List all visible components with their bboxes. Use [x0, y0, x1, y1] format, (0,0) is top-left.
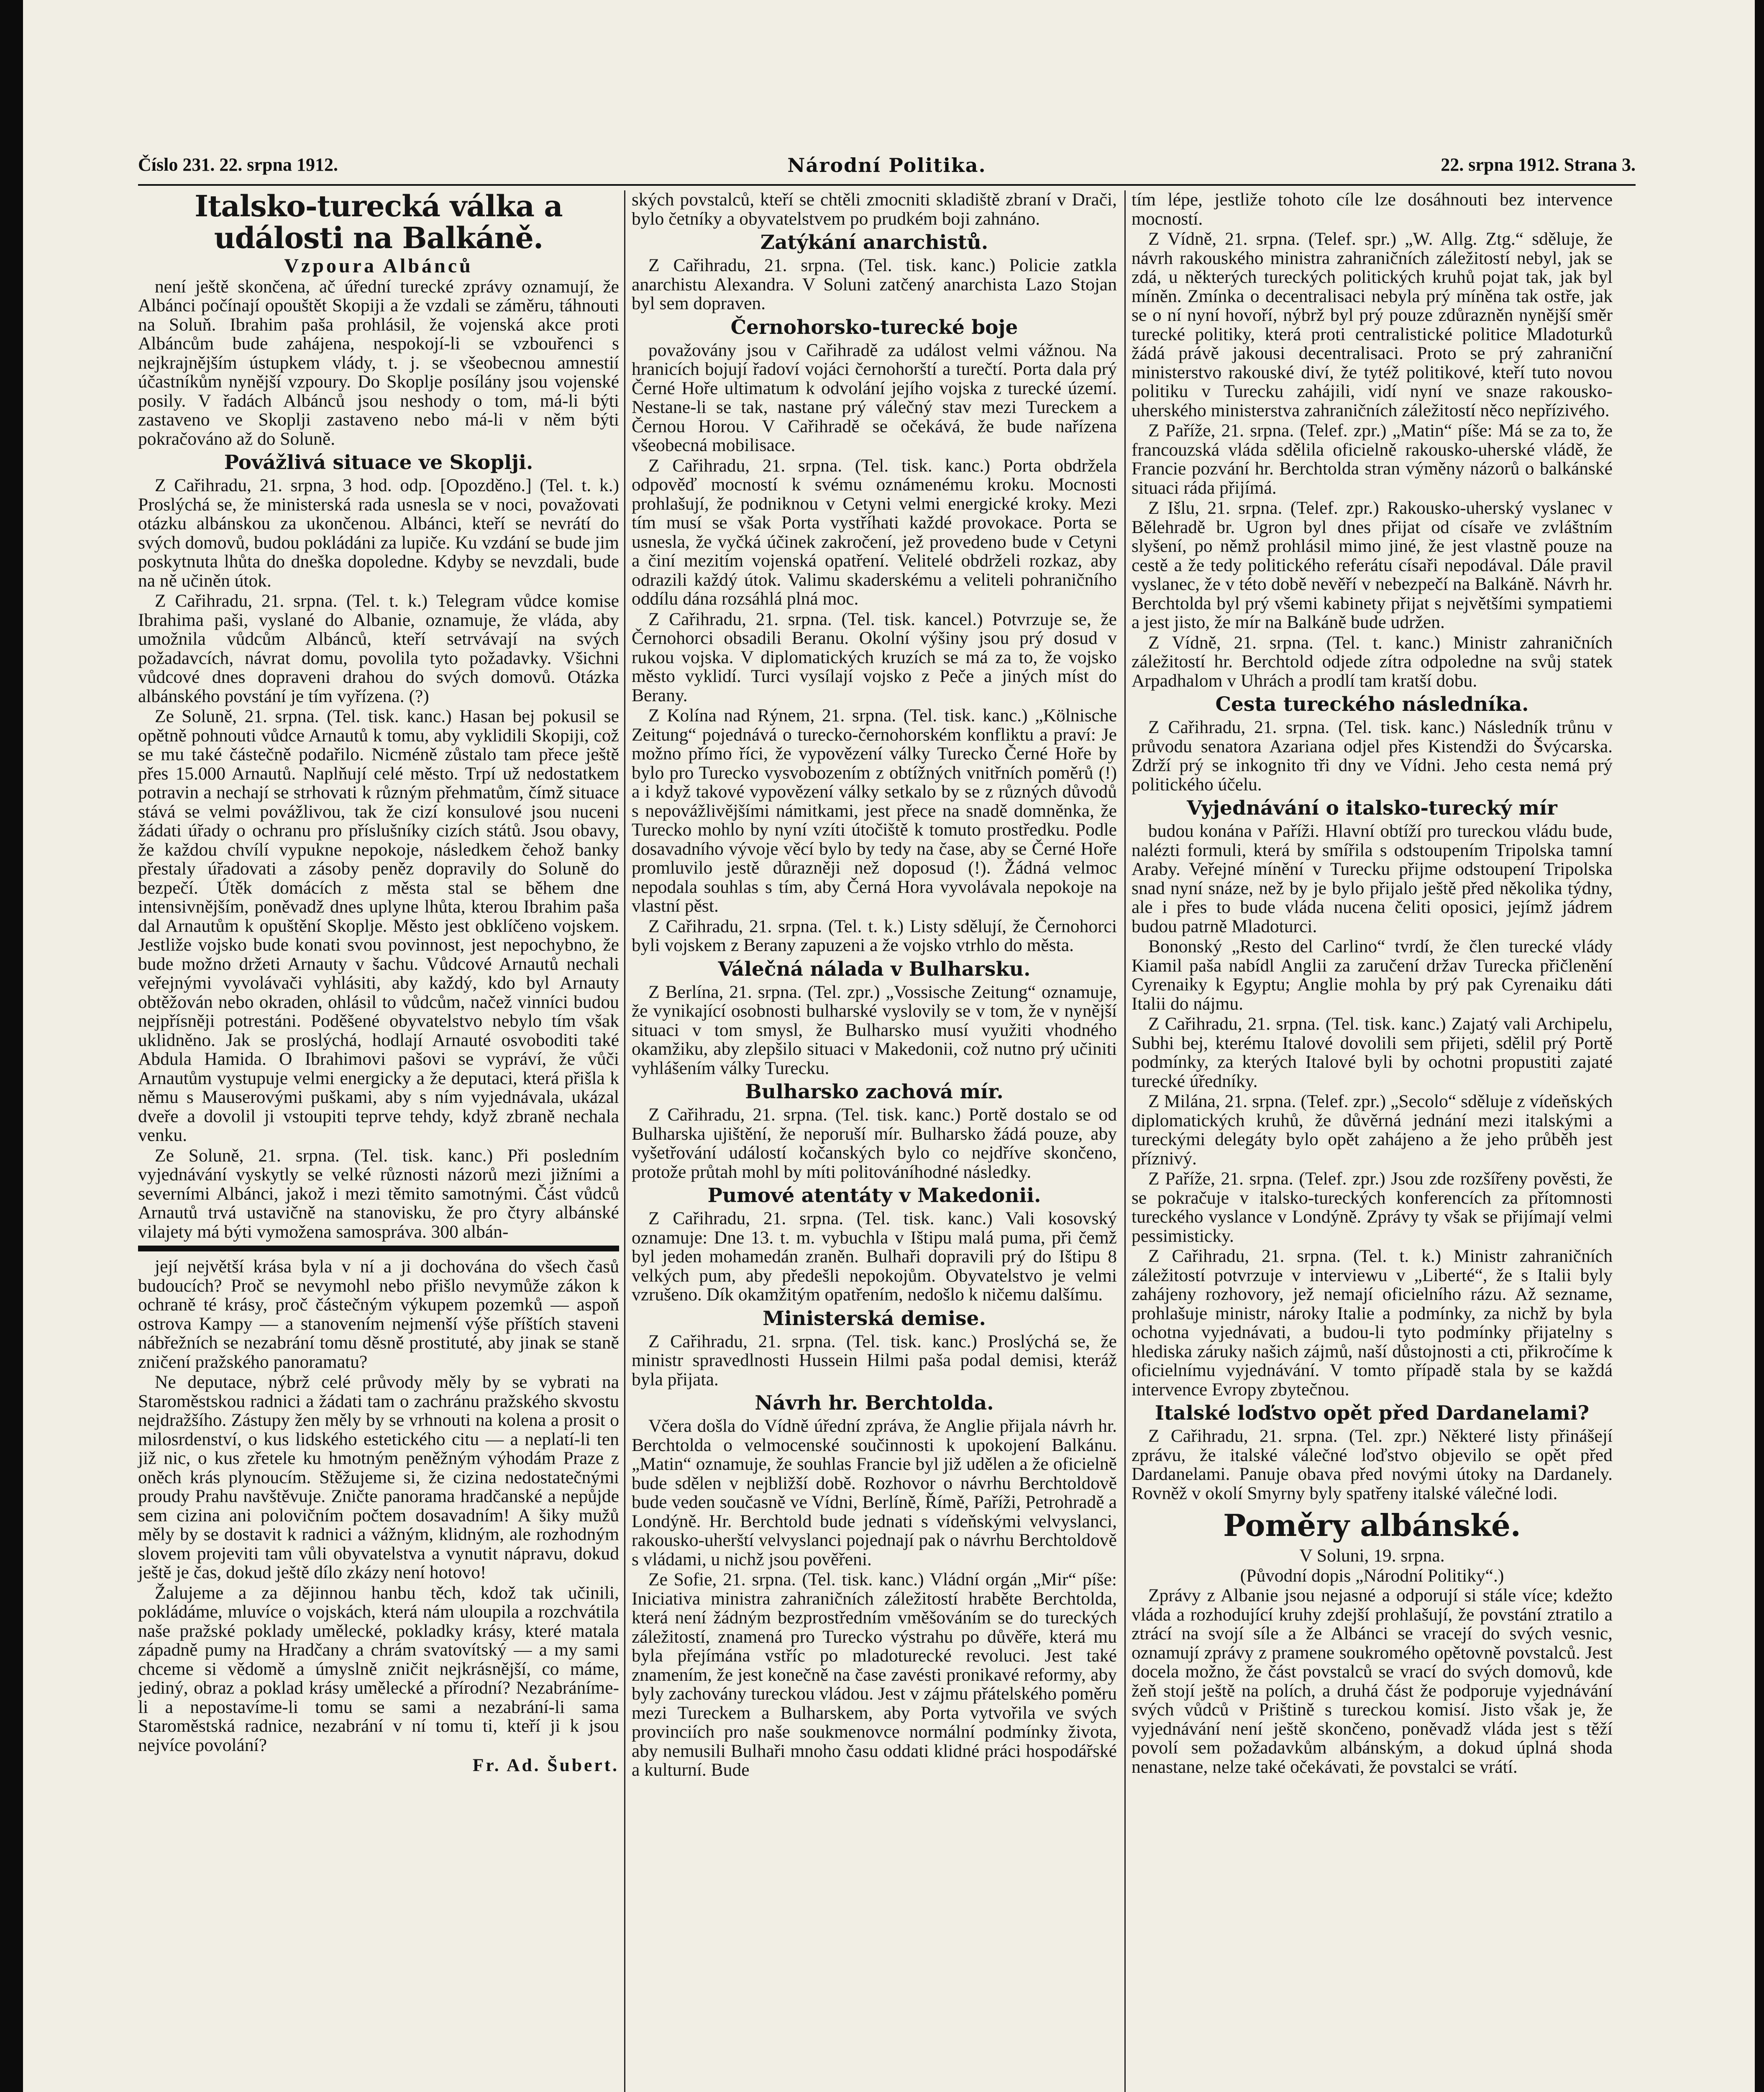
paragraph: Zprávy z Albanie jsou nejasné a odporují si stále více; kdežto vláda a rozhodující kruhy zdejší prohlašují, že povstání ztratilo a ztrácí na svojí síle a že Albánci se vracejí do svých vesnic, oznamují zprávy z pramene soukromého opětovně povstalců. Jest docela možno, že část povstalců se vrací do svých domovů, kde žeň stojí ještě na polích, a druhá část že podporuje vyjednávání svých vůdců v Prištině s tureckou komisí. Jisto však je, že vyjednávání není ještě skončeno, poněvadž vláda jest s těží povolí sem požadavkům albánským, a dokud úplná shoda nenastane, nelze také očekávati, že povstalci se vrátí. — [1132, 1585, 1613, 1777]
paragraph: Z Berlína, 21. srpna. (Tel. zpr.) „Vossische Zeitung“ oznamuje, že vynikající osobnosti bulharské vyslovily se v tom, že v nynější situaci v tom smysl, že Bulharsko musí využiti vhodného okamžiku, aby zlepšilo situaci v Makedonii, což nutno prý učiniti vyhlášením války Turecku. — [632, 982, 1117, 1078]
section-heading: Ministerská demise. — [763, 1307, 986, 1330]
left-scan-border — [0, 0, 23, 2092]
section-heading: Vzpoura Albánců — [284, 255, 473, 277]
section-heading: Povážlivá situace ve Skoplji. — [224, 451, 533, 474]
column-2 — [632, 190, 1117, 1781]
paragraph: Z Cařihradu, 21. srpna. (Tel. tisk. kanc.) Zajatý vali Archipelu, Subhi bej, kterému Italové dovolili sem přijeti, sdělil prý Portě podmínky, za kterých Italové byli by ochotni propustiti zajaté turecké úředníky. — [1132, 1014, 1613, 1091]
source-note: (Původní dopis „Národní Politiky“.) — [1240, 1565, 1504, 1586]
paragraph: Z Cařihradu, 21. srpna. (Tel. t. k.) Listy sdělují, že Černohorci byli vojskem z Berany zapuzeni a že vojsko vtrhlo do města. — [632, 916, 1117, 955]
paragraph: Z Vídně, 21. srpna. (Telef. spr.) „W. Allg. Ztg.“ sděluje, že návrh rakouského ministra zahraničních záležitostí nebyl, jak se zdá, u některých tureckých politických kruhů pojat tak, jak byl míněn. Zmínka o decentralisaci nebyla prý míněna tak ostře, jak se o ní nyní hovoří, nýbrž byl prý pouze zdůrazněn nynější směr turecké politiky, která proti centralistické politice Mladoturků žádá právě jakousi decentralisaci. Proto se prý zahraniční ministerstvo rakouské diví, že tytéž politikové, kteří tuto novou politiku v Turecku zahájili, vidí nyní ve snaze rakousko-uherského ministerstva zahraničních záležitostí něco nepřízivého. — [1132, 229, 1613, 420]
page-header — [138, 154, 1636, 183]
paragraph: Ze Soluně, 21. srpna. (Tel. tisk. kanc.) Při posledním vyjednávání vyskytly se velké různosti názorů mezi jižními a severními Albánci, jakož i mezi těmito samotnými. Část vůdců Arnautů trvá ustavičně na stanovisku, že pro čtyry albánské vilajety má býti vymožena samospráva. 300 albán- — [138, 1145, 619, 1242]
section-heading: Poměry albánské. — [1223, 1507, 1521, 1543]
article-title: Italsko-turecká válka a události na Balkáně. — [195, 189, 563, 255]
paragraph: Z Cařihradu, 21. srpna. (Tel. tisk. kanc.) Portě dostalo se od Bulharska ujištění, že neporuší mír. Bulharsko žádá pouze, aby vyšetřování událostí kočanských bylo co nejdříve skončeno, protože průtah mohl by míti politováníhodné následky. — [632, 1105, 1117, 1182]
paragraph: Ze Sofie, 21. srpna. (Tel. tisk. kanc.) Vládní orgán „Mir“ píše: Iniciativa ministra zahraničních záležitostí hraběte Berchtolda, která není žádným bezprostředním vměšováním se do tureckých záležitostí, znamená pro Turecko výstrahu po důvěře, která mu byla přejímána vstříc po mladoturecké revoluci. Jest také znamením, že jest konečně na čase zavésti pronikavé reformy, aby byly zachovány tureckou vládou. Jest v zájmu přátelského poměru mezi Tureckem a Bulharskem, aby Porta vytvořila ve svých provinciích pro naše soukmenovce normální podmínky života, aby nemusili Bulhaři mnoho času oddati klidné práci hospodářské a kulturní. Bude — [632, 1569, 1117, 1780]
section-heading: Pumové atentáty v Makedonii. — [707, 1184, 1041, 1207]
header-rule — [138, 184, 1636, 186]
paragraph: Z Kolína nad Rýnem, 21. srpna. (Tel. tisk. kanc.) „Kölnische Zeitung“ pojednává o turecko-černohorském konfliktu a praví: Je možno přímo říci, že vypovězení války Turecko Černé Hoře by bylo pro Turecko vysvobozením z obtížných vnitřních poměrů (!) a i když takové vypovězení války setkalo by se z různých důvodů s nepovážlivějšími námitkami, jest přece na snadě domněnka, že Turecko mohlo by nyní vzíti útočiště k tomuto prostředku. Podle dosavadního vývoje věcí bylo by tedy na čase, aby se Černé Hoře promluvilo jestě důrazněji než doposud (!). Žádná velmoc nepodala souhlas s tím, aby Černá Hora vyvolávala nepokoje na vlastní pěst. — [632, 705, 1117, 916]
masthead-title: Národní Politika. — [787, 154, 986, 177]
paragraph: Z Cařihradu, 21. srpna. (Tel. tisk. kancel.) Potvrzuje se, že Černohorci obsadili Beranu. Okolní výšiny jsou prý dosud v rukou vojska. V diplomatických kruzích se má za to, že vojsko město vyklidí. Turci vysílají vojsko z Peče a jiných míst do Berany. — [632, 609, 1117, 705]
paragraph: Z Cařihradu, 21. srpna. (Tel. zpr.) Některé listy přinášejí zprávu, že italské válečné loďstvo objevilo se opět před Dardanelami. Panuje obava před novými útoky na Dardanely. Rovněž v okolí Smyrny byly spatřeny italské válečné lodi. — [1132, 1426, 1613, 1503]
paragraph: Z Cařihradu, 21. srpna. (Tel. tisk. kanc.) Vali kosovský oznamuje: Dne 13. t. m. vybuchla v Ištipu malá puma, při čemž byl jeden mohamedán zraněn. Bulhaři dopravili prý do Ištipu 8 velkých pum, aby předešli nepokojům. Obyvatelstvo je velmi vzrušeno. Dík okamžitým opatřením, nedošlo k ničemu dalšímu. — [632, 1208, 1117, 1305]
author-signature: Fr. Ad. Šubert. — [472, 1755, 619, 1775]
section-heading: Italské loďstvo opět před Dardanelami? — [1155, 1402, 1590, 1425]
paragraph: Z Cařihradu, 21. srpna. (Tel. tisk. kanc.) Proslýchá se, že ministr spravedlnosti Hussein Hilmi paša podal demisi, kteráž byla přijata. — [632, 1331, 1117, 1390]
column-divider-2 — [1124, 190, 1126, 2092]
paragraph: tím lépe, jestliže tohoto cíle lze dosáhnouti bez intervence mocností. — [1132, 190, 1613, 229]
section-heading: Bulharsko zachová mír. — [745, 1080, 1004, 1103]
section-heading: Vyjednávání o italsko-turecký mír — [1187, 797, 1557, 820]
paragraph: ských povstalců, kteří se chtěli zmocniti skladiště zbraní v Drači, bylo četníky a obyvatelstvem po prudkém boji zahnáno. — [632, 190, 1117, 229]
paragraph: Z Milána, 21. srpna. (Telef. zpr.) „Secolo“ sděluje z vídeňských diplomatických kruhů, že důvěrná jednání mezi italskými a tureckými delegáty bylo opět zahájeno a že jeho průběh jest příznivý. — [1132, 1091, 1613, 1169]
dateline: V Soluni, 19. srpna. — [1299, 1546, 1445, 1566]
page-number: 22. srpna 1912. Strana 3. — [1441, 154, 1636, 175]
paragraph: Ze Soluně, 21. srpna. (Tel. tisk. kanc.) Hasan bej pokusil se opětně pohnouti vůdce Arnautů k tomu, aby vyklidili Skopiji, což se mu také částečně podařilo. Nicméně zůstalo tam přece ještě přes 15.000 Arnautů. Naplňují celé město. Trpí už nedostatkem potravin a nechají se strhovati k různým přehmatům, čímž situace stává se velmi povážlivou, tak že cizí konsulové jsou nuceni žádati úřady o ochranu pro příslušníky cizích států. Jsou obavy, že každou chvílí vypukne nepokoje, následkem čehož banky přestaly úřadovati a zásoby peněz dopravily do Soluně do bezpečí. Útěk domácích z města stal se během dne intensivnějším, poněvadž dnes uplyne lhůta, kterou Ibrahim paša dal Arnautům k opuštění Skoplje. Město jest obklíčeno vojskem. Jestliže vojsko bude konati svou povinnost, jest nepochybno, že bude možno držeti Arnauty v šachu. Vůdcové Arnautů nechali veřejnými vyvolávači vyhlásiti, aby každý, kdo byl Arnauty obtěžován nebo okraden, ohlásil to vůdcům, načež vinníci budou nejpřísněji potrestáni. Poděšené obyvatelstvo nebylo tím však uklidněno. Jak se proslýchá, hodlají Arnauté osvoboditi také Abdula Hamida. O Ibrahimovi pašovi se vypráví, že vůči Arnautům vystupuje velmi energicky a že deputaci, která přišla k němu s Mauserovými puškami, aby s ním vyjednávala, ukázal dveře a dovolil ji vstoupiti teprve tehdy, když zbraně nechala venku. — [138, 706, 619, 1145]
paragraph: není ještě skončena, ač úřední turecké zprávy oznamují, že Albánci počínají opouštět Skopiji a že vzdali se záměru, táhnouti na Soluň. Ibrahim paša prohlásil, že vojenská akce proti Albáncům bude zahájena, nespokojí-li se vzbouřenci s nejkrajnějším ústupkem vlády, t. j. se všeobecnou amnestií účastníkům nynější vzpoury. Do Skoplje posílány jsou vojenské posily. V řadách Albánců jsou neshody o tom, má-li býti zastaveno ve Skoplji zastaveno nebo má-li v něm býti pokračováno až do Soluně. — [138, 276, 619, 449]
right-scan-border — [1755, 0, 1764, 2092]
paragraph: Z Paříže, 21. srpna. (Telef. zpr.) „Matin“ píše: Má se za to, že francouzská vláda sdělila oficielně rakousko-uherské vládě, že Francie pozvání hr. Berchtolda stran výměny názorů o balkánské situaci ráda přijímá. — [1132, 420, 1613, 498]
paragraph: Z Išlu, 21. srpna. (Telef. zpr.) Rakousko-uherský vyslanec v Bělehradě br. Ugron byl dnes přijat od císaře ve zvláštním slyšení, po němž prohlásil mimo jiné, že jest vlastně pouze na cestě a že tedy politického referátu císaři nepodával. Dále pravil vyslanec, že v této době nevěří v nebezpečí na Balkáně. Návrh hr. Berchtolda byl prý všemi kabinety přijat s největšími sympatiemi a jest jisto, že mír na Balkáně bude udržen. — [1132, 498, 1613, 632]
section-heading: Válečná nálada v Bulharsku. — [718, 957, 1031, 981]
feuilleton-paragraph: její největší krása byla v ní a ji dochována do všech časů budoucích? Proč se nevymohl nebo přišlo nevymůže zákon k ochraně té krásy, proč částečným výkupem pozemků — aspoň ostrova Kampy — a stanovením nejmenší výše příštích staveni nábřežních se nezabrání tomu děsně prostituté, aby jinak se staně zničení pražského panoramatu? — [138, 1256, 619, 1372]
issue-number: Číslo 231. 22. srpna 1912. — [138, 154, 338, 175]
paragraph: Z Cařihradu, 21. srpna, 3 hod. odp. [Opozděno.] (Tel. t. k.) Proslýchá se, že ministerská rada usnesla se v noci, považovati otázku albánskou za ukončenou. Albánci, kteří se nevrátí do svých domovů, budou pokládáni za lupiče. Ku vzdání se bude jim poskytnuta lhůta do dneška dopoledne. Kdyby se nevzdali, bude na ně učiněn útok. — [138, 475, 619, 591]
section-heading: Zatýkání anarchistů. — [760, 231, 988, 254]
paragraph: považovány jsou v Cařihradě za událost velmi vážnou. Na hranicích bojují řadoví vojáci černohorští a turečtí. Porta dala prý Černé Hoře ultimatum k odvolání jejího vojska z turecké území. Nestane-li se tak, nastane prý válečný stav mezi Tureckem a Černou Horou. V Cařihradě se očekává, že bude nařízena všeobecná mobilisace. — [632, 340, 1117, 455]
paragraph: Z Cařihradu, 21. srpna. (Tel. tisk. kanc.) Následník trůnu v průvodu senatora Azariana odjel přes Kistendži do Švýcarska. Zdrží prý se inkognito tři dny ve Vídni. Jeho cesta nemá prý politického účelu. — [1132, 717, 1613, 795]
paragraph: Včera došla do Vídně úřední zpráva, že Anglie přijala návrh hr. Berchtolda o velmocenské součinnosti k upokojení Balkánu. „Matin“ oznamuje, že souhlas Francie byl již udělen a že oficielně bude sdělen v nejbližší době. Rozhovor o návrhu Berchtoldově bude veden současně ve Vídni, Berlíně, Římě, Paříži, Petrohradě a Londýně. Hr. Berchtold bude jednati s vídeňskými velvyslanci, rakousko-uherští velvyslanci pojednají pak o návrhu Berchtoldově s vládami, u nichž jsou pověřeni. — [632, 1416, 1117, 1569]
section-heading: Návrh hr. Berchtolda. — [755, 1392, 994, 1415]
paragraph: budou konána v Paříži. Hlavní obtíží pro tureckou vládu bude, nalézti formuli, která by smířila s odstoupením Tripolska tamní Araby. Veřejné mínění v Turecku přijme odstoupení Tripolska snad nyní snáze, než by je bylo přijalo ještě před několika týdny, ale i přes to bude vláda nucena čeliti oposici, jejímž jádrem budou patrně Mladoturci. — [1132, 821, 1613, 936]
section-heading: Černohorsko-turecké boje — [730, 315, 1018, 339]
column-3 — [1132, 190, 1613, 1778]
feuilleton-paragraph: Ne deputace, nýbrž celé průvody měly by se vybrati na Staroměstskou radnici a žádati tam o zachránu pražského skvostu nejdražšího. Zástupy žen měly by se vrhnouti na kolena a prosit o milosrdenství, o kus lidského estetického citu — a neplatí-li ten již nic, o kus zřetele ku hmotným peněžným výhodám Praze z oněch krás plynoucím. Stěžujeme si, že cizina nedostatečnými proudy Prahu navštěvuje. Zničte panorama hradčanské a nepůjde sem cizina ani polovičním počtem dosavadním! A šiky mužů měly by se dostavit k radnici a vážným, klidným, ale rozhodným slovem projeviti tam vůli obyvatelstva a vynutit nápravu, dokud ještě je čas, dokud ještě dílo zkázy není hotovo! — [138, 1372, 619, 1582]
paragraph: Z Cařihradu, 21. srpna. (Tel. t. k.) Ministr zahraničních záležitostí potvrzuje v interviewu v „Liberté“, že s Italii byly zahájeny rozhovory, jež nemají oficielního rázu. Až sezname, prohlašuje ministr, nároky Italie a podmínky, za nichž by byla ochotna vyjednávati, a budou-li tyto podmínky přijatelny s hlediska záruky našich zájmů, naší důstojnosti a cti, přikročíme k oficielnímu vyjednávání. V tomto případě stala by se každá intervence Evropy zbytečnou. — [1132, 1246, 1613, 1400]
paragraph: Z Cařihradu, 21. srpna. (Tel. t. k.) Telegram vůdce komise Ibrahima paši, vyslané do Albanie, oznamuje, že vláda, aby umožnila vůdcům Albánců, kteří setrvávají na svých požadavcích, návrat domu, povolila tyto požadavky. Všichni vůdcové dnes dopraveni drahou do svých domovů. Otázka albánského povstání je tím vyřízena. (?) — [138, 591, 619, 706]
paragraph: Z Cařihradu, 21. srpna. (Tel. tisk. kanc.) Policie zatkla anarchistu Alexandra. V Soluni zatčený anarchista Lazo Stojan byl sem dopraven. — [632, 255, 1117, 313]
column-1 — [138, 190, 619, 1777]
paragraph: Z Cařihradu, 21. srpna. (Tel. tisk. kanc.) Porta obdržela odpověď mocností k svému oznámenému kroku. Mocnosti prohlašují, že podniknou v Cetyni velmi energické kroky. Mezi tím musí se však Porta vystříhati každé provokace. Porta se usnesla, že vyčká účinek zakročení, jež provedeno bude v Cetyni a činí mezitím vojenská opatření. Velitelé obdrželi rozkaz, aby odrazili každý útok. Valimu skaderskému a veliteli pohraničního oddílu dána rozsáhlá plná moc. — [632, 455, 1117, 609]
paragraph: Bononský „Resto del Carlino“ tvrdí, že člen turecké vlády Kiamil paša nabídl Anglii za zaručení držav Turecka přičlenění Cyrenaiky k Egyptu; Anglie mohla by prý pak Cyrenaiku dáti Italii do nájmu. — [1132, 936, 1613, 1014]
feuilleton-paragraph: Žalujeme a za dějinnou hanbu těch, kdož tak učinili, pokládáme, mluvíce o vojskách, která nám uloupila a rozchvátila naše pražské poklady umělecké, pokladky krásy, které matala západně pumy na Hradčany a chrám svatovítský — a my sami chceme si vědomě a úmyslně zničit nejkrásnější, co máme, jediný, obraz a poklad krásy umělecké a přírodní? Nezabráníme-li a nepostavíme-li tomu se sami a nezabrání-li sama Staroměstská radnice, nezabrání v ní tomu ti, kteří ji k jsou nejvíce povolání? — [138, 1582, 619, 1755]
paragraph: Z Vídně, 21. srpna. (Tel. t. kanc.) Ministr zahraničních záležitostí hr. Berchtold odjede zítra odpoledne na svůj statek Arpadhalom v Uhrách a prodlí tam kratší dobu. — [1132, 632, 1613, 691]
paragraph: Z Paříže, 21. srpna. (Telef. zpr.) Jsou zde rozšířeny pověsti, že se pokračuje v italsko-tureckých konferencích za přítomnosti tureckého vyslance v Londýně. Zprávy ty však se přijímají velmi pessimisticky. — [1132, 1169, 1613, 1246]
feuilleton-rule — [138, 1246, 619, 1251]
section-heading: Cesta tureckého následníka. — [1215, 693, 1529, 716]
column-divider-1 — [624, 190, 625, 2092]
